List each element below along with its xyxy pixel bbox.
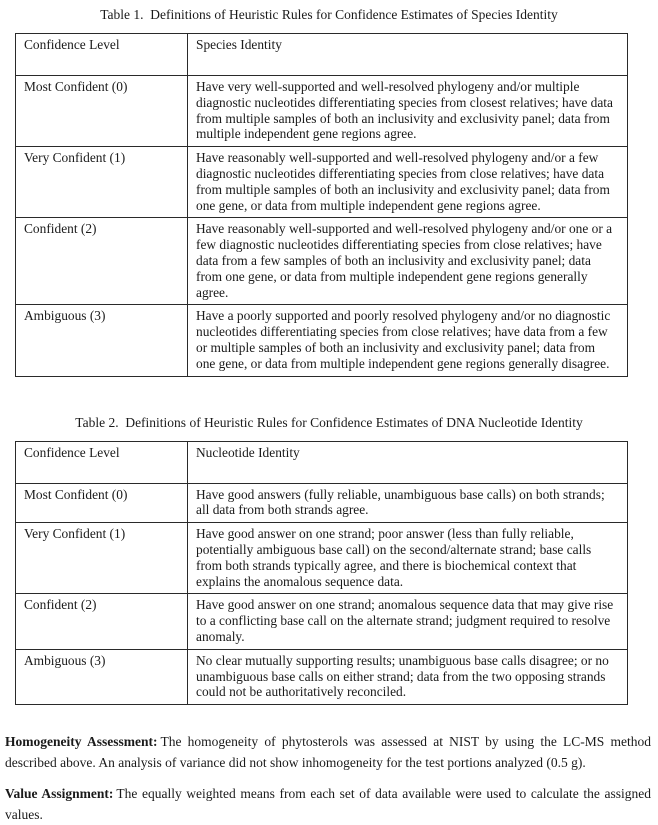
definition-cell: Have good answer on one strand; anomalous sequence data that may give rise to a conflicting base call on the alternate strand; judgment required to resolve anomaly. bbox=[188, 594, 628, 649]
confidence-level-cell: Confident (2) bbox=[16, 218, 188, 305]
table2-title: Table 2. Definitions of Heuristic Rules for Confidence Estimates of DNA Nucleotide Identity bbox=[75, 414, 583, 430]
definition-cell: Have a poorly supported and poorly resolved phylogeny and/or no diagnostic nucleotides differentiating species from close relatives; have data from a few or multiple samples of both an inclusivity and exclusivity panel; data from one gene, or data from multiple independent gene regions generally disagree. bbox=[188, 305, 628, 376]
table1-header-confidence-level: Confidence Level bbox=[16, 34, 188, 76]
value-assignment-text: The equally weighted means from each set of data available were used to calculate the assigned values. bbox=[5, 786, 651, 823]
table-row bbox=[16, 218, 628, 305]
table-row bbox=[16, 594, 628, 649]
table1-header-row bbox=[16, 34, 628, 76]
table2-header-confidence-level: Confidence Level bbox=[16, 441, 188, 483]
confidence-level-cell: Very Confident (1) bbox=[16, 523, 188, 594]
value-assignment-label: Value Assignment: bbox=[5, 786, 114, 802]
value-assignment-paragraph bbox=[5, 783, 651, 825]
definition-cell: Have reasonably well-supported and well-resolved phylogeny and/or a few diagnostic nucleotides differentiating species from close relatives; have data from multiple samples of both an inclusivity and exclusivity panel; data from one gene, or data from multiple independent gene regions agree. bbox=[188, 147, 628, 218]
definition-cell: No clear mutually supporting results; unambiguous base calls disagree; or no unambiguous base calls on either strand; data from the two opposing strands could not be authoritatively reconciled. bbox=[188, 649, 628, 704]
table-row bbox=[16, 483, 628, 523]
definition-cell: Have very well-supported and well-resolved phylogeny and/or multiple diagnostic nucleotides differentiating species from closest relatives; have data from multiple samples of both an inclusivity and exclusivity panel; data from multiple independent gene regions agree. bbox=[188, 76, 628, 147]
confidence-level-cell: Most Confident (0) bbox=[16, 483, 188, 523]
table1 bbox=[15, 33, 628, 377]
table1-header-species-identity: Species Identity bbox=[188, 34, 628, 76]
definition-cell: Have good answers (fully reliable, unambiguous base calls) on both strands; all data from both strands agree. bbox=[188, 483, 628, 523]
table2-section bbox=[0, 415, 658, 706]
homogeneity-assessment-label: Homogeneity Assessment: bbox=[5, 734, 158, 750]
confidence-level-cell: Confident (2) bbox=[16, 594, 188, 649]
table-row bbox=[16, 305, 628, 376]
definition-cell: Have reasonably well-supported and well-resolved phylogeny and/or one or a few diagnostic nucleotides differentiating species from close relatives; have data from a few samples of both an inclusivity and exclusivity panel; data from one gene, or data from multiple independent gene regions generally agree. bbox=[188, 218, 628, 305]
definition-cell: Have good answer on one strand; poor answer (less than fully reliable, potentially ambiguous base call) on the second/alternate strand; base calls from both strands typically agree, and there is biochemical context that explains the anomalous sequence data. bbox=[188, 523, 628, 594]
table2-header-nucleotide-identity: Nucleotide Identity bbox=[188, 441, 628, 483]
table2-header-row bbox=[16, 441, 628, 483]
confidence-level-cell: Ambiguous (3) bbox=[16, 305, 188, 376]
footnotes-section bbox=[5, 731, 651, 825]
table-row bbox=[16, 523, 628, 594]
confidence-level-cell: Ambiguous (3) bbox=[16, 649, 188, 704]
table-row bbox=[16, 147, 628, 218]
table-row bbox=[16, 76, 628, 147]
homogeneity-assessment-paragraph bbox=[5, 731, 651, 773]
table1-title: Table 1. Definitions of Heuristic Rules for Confidence Estimates of Species Identity bbox=[100, 7, 558, 22]
confidence-level-cell: Very Confident (1) bbox=[16, 147, 188, 218]
table-row bbox=[16, 649, 628, 704]
homogeneity-assessment-text: The homogeneity of phytosterols was assessed at NIST by using the LC-MS method described above. An analysis of variance did not show inhomogeneity for the test portions analyzed (0.5 g). bbox=[5, 734, 651, 771]
confidence-level-cell: Most Confident (0) bbox=[16, 76, 188, 147]
table1-section bbox=[0, 7, 658, 377]
table2 bbox=[15, 441, 628, 706]
